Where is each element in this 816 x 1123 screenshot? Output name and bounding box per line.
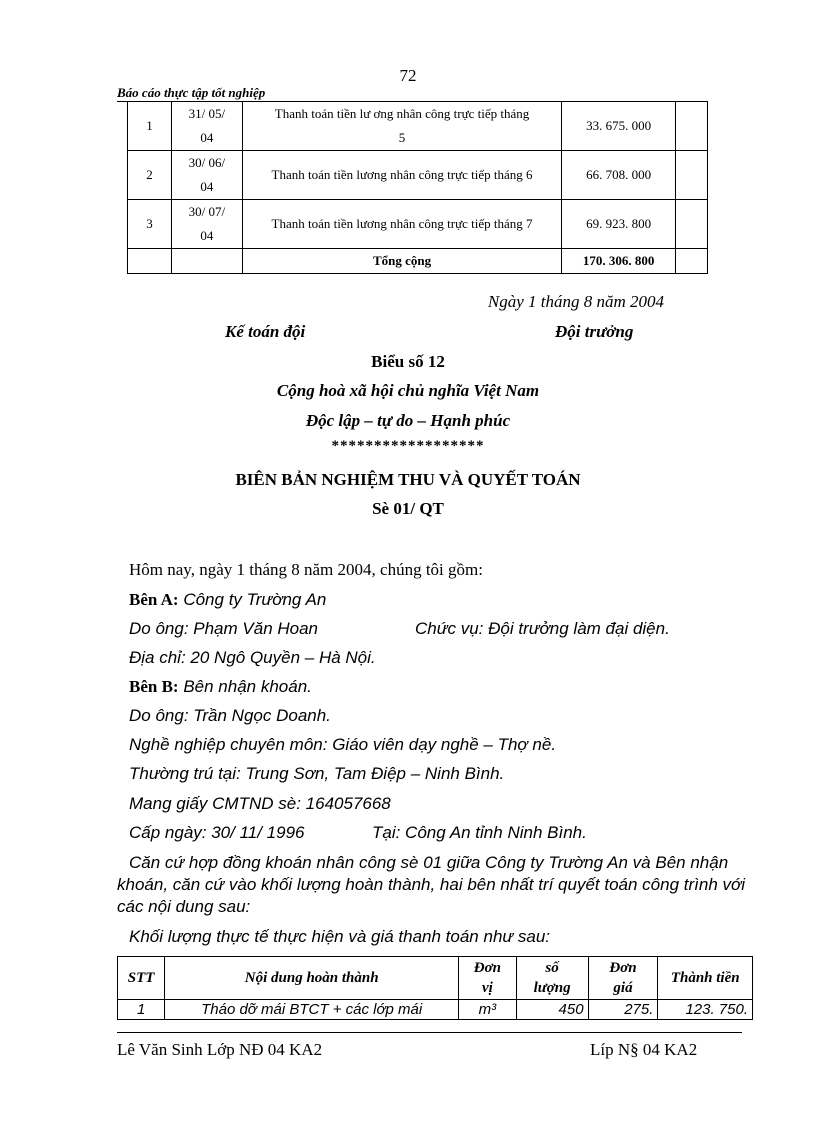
date-line2: 04 <box>200 228 214 243</box>
row-date <box>171 102 242 151</box>
rep-a-line: Do ông: Phạm Văn Hoan <box>129 619 319 638</box>
footer-class: Líp N§ 04 KA2 <box>590 1040 698 1059</box>
footer-author: Lê Văn Sinh Lớp NĐ 04 KA2 <box>117 1040 323 1059</box>
header-qty-line1: số <box>545 960 559 976</box>
header-unit-line2: vị <box>481 980 493 996</box>
issue-date: Cấp ngày: 30/ 11/ 1996 <box>129 823 305 842</box>
rep-b-line: Do ông: Trần Ngọc Doanh. <box>129 706 331 725</box>
total-empty <box>171 249 242 274</box>
row-stt: 1 <box>128 102 172 151</box>
header-unit <box>459 957 517 1000</box>
date-line2: 04 <box>200 179 214 194</box>
total-amount: 170. 306. 800 <box>562 249 676 274</box>
footer-rule <box>117 1032 742 1033</box>
row-note <box>676 200 708 249</box>
date-line: Ngày 1 tháng 8 năm 2004 <box>487 292 664 311</box>
motto: Độc lập – tự do – Hạnh phúc <box>305 411 511 430</box>
id-card-line: Mang giấy CMTND sè: 164057668 <box>129 794 391 813</box>
basis-paragraph: Căn cứ hợp đồng khoán nhân công sè 01 giữa Công ty Trường An và Bên nhận khoán, căn cứ vào khối lượng hoàn thành, hai bên nhất trí quyết toán công trình với các nội dung sau: <box>117 853 746 916</box>
row-note <box>676 151 708 200</box>
total-row <box>128 249 708 274</box>
row-amount: 69. 923. 800 <box>562 200 676 249</box>
row-note <box>676 102 708 151</box>
document-number: Sè 01/ QT <box>372 499 444 518</box>
header-quantity <box>516 957 588 1000</box>
party-b-label: Bên B: <box>129 677 179 696</box>
total-empty <box>128 249 172 274</box>
content-line1: Thanh toán tiền lư ơng nhân công trực tiếp tháng <box>274 106 530 121</box>
cell-quantity: 450 <box>516 1000 588 1020</box>
intro-line: Hôm nay, ngày 1 tháng 8 năm 2004, chúng tôi gồm: <box>129 560 483 579</box>
table-row <box>118 1000 753 1020</box>
cell-price: 275. <box>588 1000 658 1020</box>
cell-stt: 1 <box>118 1000 165 1020</box>
party-a-line <box>129 590 326 610</box>
date-line1: 31/ 05/ <box>188 106 226 121</box>
header-content: Nội dung hoàn thành <box>165 957 459 1000</box>
date-line1: 30/ 06/ <box>188 155 226 170</box>
residence-line: Thường trú tại: Trung Sơn, Tam Điệp – Ninh Bình. <box>129 764 505 783</box>
signature-team-leader: Đội trưởng <box>555 322 634 341</box>
cell-total: 123. 750. <box>658 1000 753 1020</box>
party-a-value: Công ty Trường An <box>183 590 327 609</box>
row-amount: 33. 675. 000 <box>562 102 676 151</box>
address-a-line: Địa chỉ: 20 Ngô Quyền – Hà Nội. <box>129 648 376 667</box>
payment-table <box>127 101 708 274</box>
date-line2: 04 <box>200 130 214 145</box>
table-row <box>128 200 708 249</box>
page-number: 72 <box>399 66 417 85</box>
row-amount: 66. 708. 000 <box>562 151 676 200</box>
table-row <box>128 151 708 200</box>
party-a-label: Bên A: <box>129 590 179 609</box>
header-title: Báo cáo thực tập tốt nghiệp <box>117 85 266 100</box>
row-content: Thanh toán tiền lương nhân công trực tiếp tháng 6 <box>242 151 561 200</box>
stars-divider: ****************** <box>331 438 485 454</box>
row-content: Thanh toán tiền lương nhân công trực tiếp tháng 7 <box>242 200 561 249</box>
header-price-line2: giá <box>613 980 633 996</box>
issue-place: Tại: Công An tỉnh Ninh Bình. <box>372 823 587 842</box>
row-date <box>171 151 242 200</box>
total-empty <box>676 249 708 274</box>
form-label: Biểu số 12 <box>371 352 445 371</box>
cell-unit: m³ <box>459 1000 517 1020</box>
header-price-line1: Đơn <box>609 960 637 976</box>
nation-heading: Cộng hoà xã hội chủ nghĩa Việt Nam <box>276 381 540 400</box>
row-date <box>171 200 242 249</box>
header-unit-line1: Đơn <box>473 960 501 976</box>
party-b-value: Bên nhận khoán. <box>183 677 312 696</box>
header-stt: STT <box>118 957 165 1000</box>
cell-content: Tháo dỡ mái BTCT + các lớp mái <box>165 1000 459 1020</box>
rep-a-position: Chức vụ: Đội trưởng làm đại diện. <box>415 619 670 638</box>
row-stt: 3 <box>128 200 172 249</box>
document-title: BIÊN BẢN NGHIỆM THU VÀ QUYẾT TOÁN <box>235 470 581 489</box>
header-qty-line2: lượng <box>533 980 571 996</box>
table-row <box>128 102 708 151</box>
occupation-line: Nghề nghiệp chuyên môn: Giáo viên dạy nghề – Thợ nề. <box>129 735 557 754</box>
volume-intro: Khối lượng thực tế thực hiện và giá thanh toán như sau: <box>129 927 551 946</box>
signature-accountant: Kế toán đội <box>225 322 306 341</box>
content-line2: 5 <box>398 130 406 145</box>
header-total: Thành tiền <box>658 957 753 1000</box>
total-label: Tổng cộng <box>242 249 561 274</box>
date-line1: 30/ 07/ <box>188 204 226 219</box>
table-header-row <box>118 957 753 1000</box>
party-b-line <box>129 677 312 697</box>
header-price <box>588 957 658 1000</box>
settlement-table <box>117 956 753 1020</box>
row-stt: 2 <box>128 151 172 200</box>
row-content <box>242 102 561 151</box>
